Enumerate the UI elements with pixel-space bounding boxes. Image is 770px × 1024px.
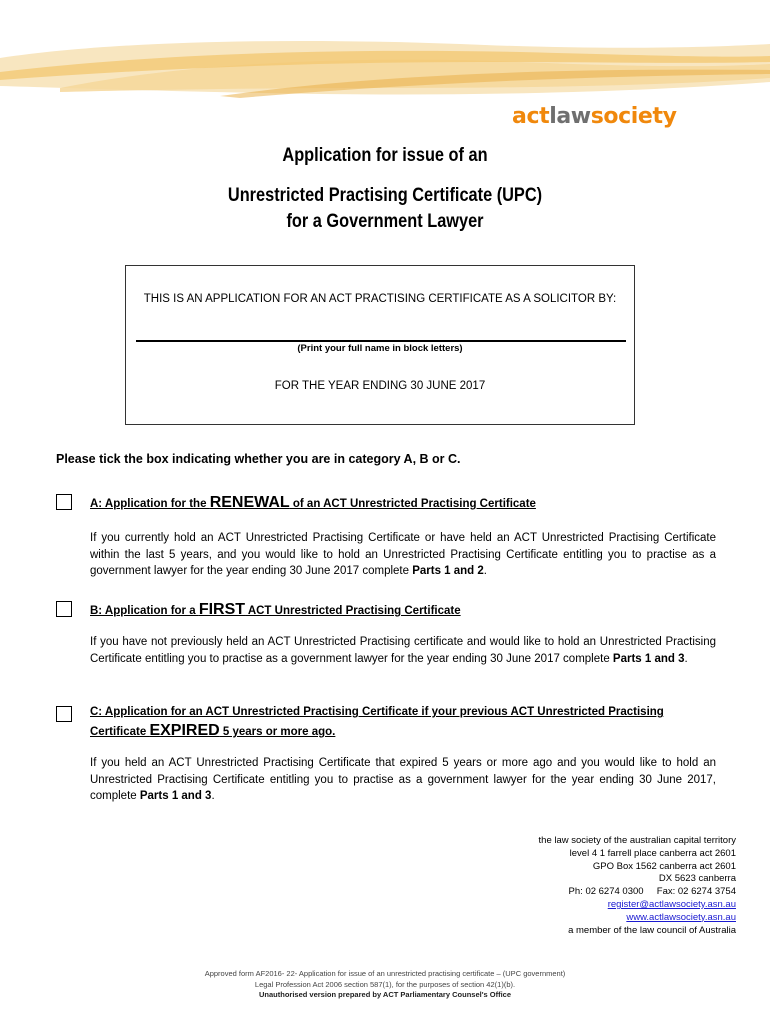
- footer-form-id: Approved form AF2016- 22- Application for issue of an unrestricted practising certificate – (UPC government): [204, 969, 566, 978]
- page-title-line2: Unrestricted Practising Certificate (UPC): [227, 185, 543, 206]
- banner-swoosh: [0, 38, 770, 102]
- category-c-checkbox[interactable]: [56, 706, 72, 722]
- category-c-heading-line2: Certificate EXPIRED 5 years or more ago.: [90, 722, 336, 739]
- category-c-description: If you held an ACT Unrestricted Practising Certificate that expired 5 years or more ago and you would like to hold an Unrestricted Practising Certificate entitling you to practise as a government lawyer for the year ending 30 June 2017, complete Parts 1 and 3.: [90, 757, 716, 802]
- category-b-checkbox[interactable]: [56, 601, 72, 617]
- category-b-description: If you have not previously held an ACT Unrestricted Practising certificate and would like to hold an Unrestricted Practising Certificate entitling you to practise as a government lawyer for the year ending 30 June 2017 complete Parts 1 and 3.: [90, 636, 716, 665]
- category-c-heading-line1: C: Application for an ACT Unrestricted Practising Certificate if your previous ACT Unrestricted Practising: [90, 706, 664, 718]
- contact-po-box: GPO Box 1562 canberra act 2601: [592, 860, 736, 872]
- category-a-description: If you currently hold an ACT Unrestricted Practising Certificate or have held an ACT Unrestricted Practising Certificate within the last 5 years, and you would like to hold an Unrestricted Practising Certificate entitling you to practise as a government lawyer for the year ending 30 June 2017 complete Parts 1 and 2.: [90, 532, 716, 577]
- page-title-line1: Application for issue of an: [282, 145, 488, 166]
- contact-block: [539, 835, 736, 937]
- application-box-heading: THIS IS AN APPLICATION FOR AN ACT PRACTISING CERTIFICATE AS A SOLICITOR BY:: [143, 293, 617, 305]
- contact-tagline: a member of the law council of Australia: [568, 924, 736, 936]
- page-title-line3: for a Government Lawyer: [286, 211, 484, 232]
- category-b-heading: B: Application for a FIRST ACT Unrestricted Practising Certificate: [90, 601, 461, 618]
- full-name-hint: (Print your full name in block letters): [297, 343, 463, 354]
- year-ending-line: FOR THE YEAR ENDING 30 JUNE 2017: [274, 380, 486, 392]
- contact-address: level 4 1 farrell place canberra act 2601: [569, 847, 736, 859]
- contact-dx: DX 5623 canberra: [658, 873, 736, 885]
- category-a-checkbox[interactable]: [56, 494, 72, 510]
- footer-unauthorised-note: Unauthorised version prepared by ACT Parliamentary Counsel's Office: [259, 990, 511, 999]
- category-instruction: Please tick the box indicating whether you are in category A, B or C.: [56, 452, 461, 466]
- contact-org: the law society of the australian capital territory: [538, 835, 736, 846]
- footer-legislation: Legal Profession Act 2006 section 587(1), for the purposes of section 42(1)(b).: [254, 979, 516, 989]
- full-name-field[interactable]: [136, 340, 626, 342]
- actlawsociety-logo: actlawsociety: [512, 104, 677, 129]
- application-box: [125, 265, 635, 425]
- category-a-heading: A: Application for the RENEWAL of an ACT Unrestricted Practising Certificate: [90, 494, 536, 511]
- email-link[interactable]: register@actlawsociety.asn.au: [607, 898, 736, 910]
- website-link[interactable]: www.actlawsociety.asn.au: [626, 911, 736, 923]
- contact-phone-fax: Ph: 02 6274 0300 Fax: 02 6274 3754: [568, 886, 736, 898]
- form-footer: [0, 969, 770, 1001]
